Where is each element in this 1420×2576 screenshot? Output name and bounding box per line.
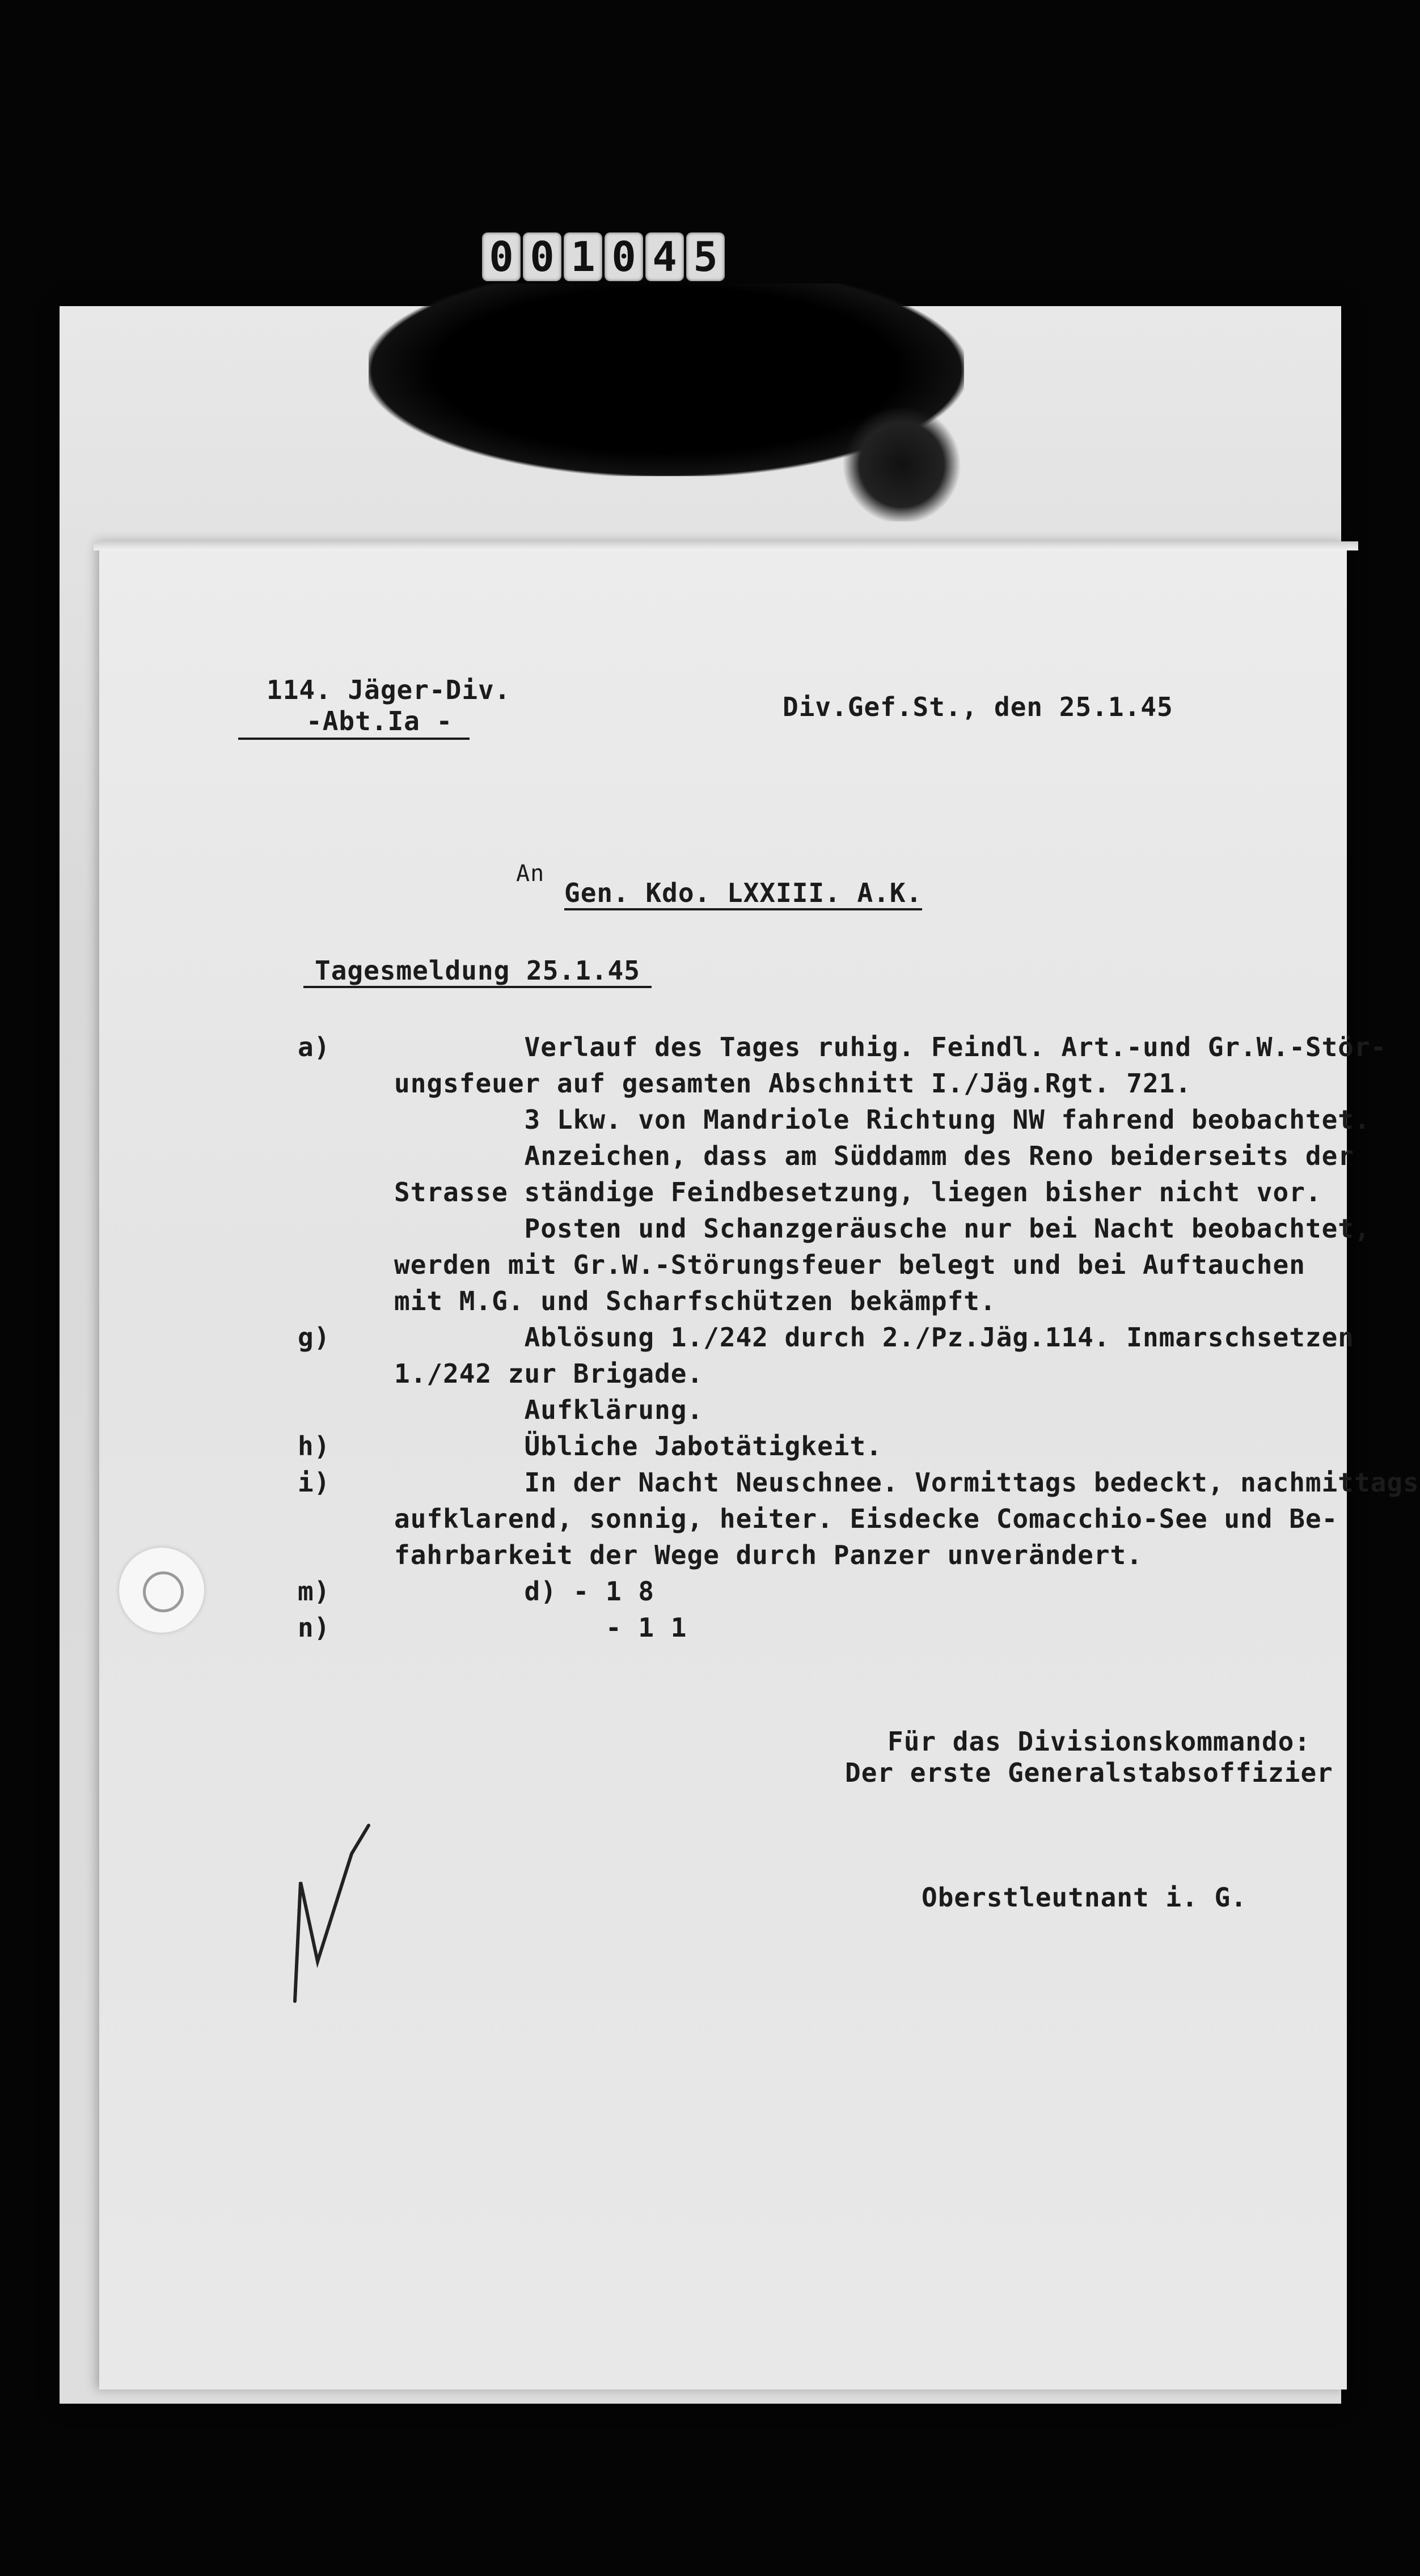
frame-counter	[482, 232, 725, 281]
counter-digit: 0	[482, 232, 521, 281]
place-date: Div.Gef.St., den 25.1.45	[783, 692, 1173, 722]
paragraph-label: g)	[298, 1322, 331, 1353]
body-line: - 1 1	[394, 1612, 687, 1643]
body-line: werden mit Gr.W.-Störungsfeuer belegt und bei Auftauchen	[394, 1249, 1305, 1280]
body-line: mit M.G. und Scharfschützen bekämpft.	[394, 1286, 996, 1316]
document-sheet	[99, 541, 1347, 2389]
body-line: Ablösung 1./242 durch 2./Pz.Jäg.114. Inmarschsetzen	[394, 1322, 1354, 1353]
body-line: In der Nacht Neuschnee. Vormittags bedeckt, nachmittags	[394, 1467, 1419, 1498]
body-line: d) - 1 8	[394, 1576, 655, 1607]
paragraph-label: a)	[298, 1032, 331, 1062]
body-line: Aufklärung.	[394, 1395, 704, 1425]
body-line: Anzeichen, dass am Süddamm des Reno beiderseits der	[394, 1141, 1354, 1171]
closing-line-2: Der erste Generalstabsoffizier	[845, 1757, 1333, 1788]
sheet-fold	[94, 541, 1358, 550]
unit-line-2: -Abt.Ia -	[238, 706, 470, 740]
paragraph-label: m)	[298, 1576, 331, 1607]
counter-digit: 0	[605, 232, 643, 281]
report-title: Tagesmeldung 25.1.45	[303, 955, 652, 988]
body-line: 1./242 zur Brigade.	[394, 1358, 704, 1389]
paragraph-label: i)	[298, 1467, 331, 1498]
unit-line-1: 114. Jäger-Div.	[267, 675, 511, 705]
body-line: 3 Lkw. von Mandriole Richtung NW fahrend beobachtet.	[394, 1104, 1371, 1135]
body-line: aufklarend, sonnig, heiter. Eisdecke Comacchio-See und Be-	[394, 1503, 1338, 1534]
counter-digit: 0	[523, 232, 561, 281]
body-line: fahrbarkeit der Wege durch Panzer unverändert.	[394, 1540, 1143, 1570]
body-line: ungsfeuer auf gesamten Abschnitt I./Jäg.Rgt. 721.	[394, 1068, 1192, 1099]
closing-line-1: Für das Divisionskommando:	[888, 1726, 1311, 1757]
paragraph-label: h)	[298, 1431, 331, 1461]
body-line: Verlauf des Tages ruhig. Feindl. Art.-und Gr.W.-Stör-	[394, 1032, 1387, 1062]
paragraph-label: n)	[298, 1612, 331, 1643]
body-line: Übliche Jabotätigkeit.	[394, 1431, 882, 1461]
counter-digit: 4	[645, 232, 684, 281]
punch-hole	[119, 1548, 204, 1633]
clip-shadow	[839, 408, 964, 522]
body-line: Posten und Schanzgeräusche nur bei Nacht beobachtet,	[394, 1213, 1371, 1244]
counter-digit: 1	[564, 232, 602, 281]
handwritten-signature	[284, 1820, 397, 2007]
body-line: Strasse ständige Feindbesetzung, liegen bisher nicht vor.	[394, 1177, 1322, 1208]
counter-digit: 5	[686, 232, 725, 281]
recipient-prefix: An	[516, 861, 545, 887]
signatory-rank: Oberstleutnant i. G.	[922, 1882, 1247, 1913]
recipient-address: Gen. Kdo. LXXIII. A.K.	[564, 878, 922, 910]
